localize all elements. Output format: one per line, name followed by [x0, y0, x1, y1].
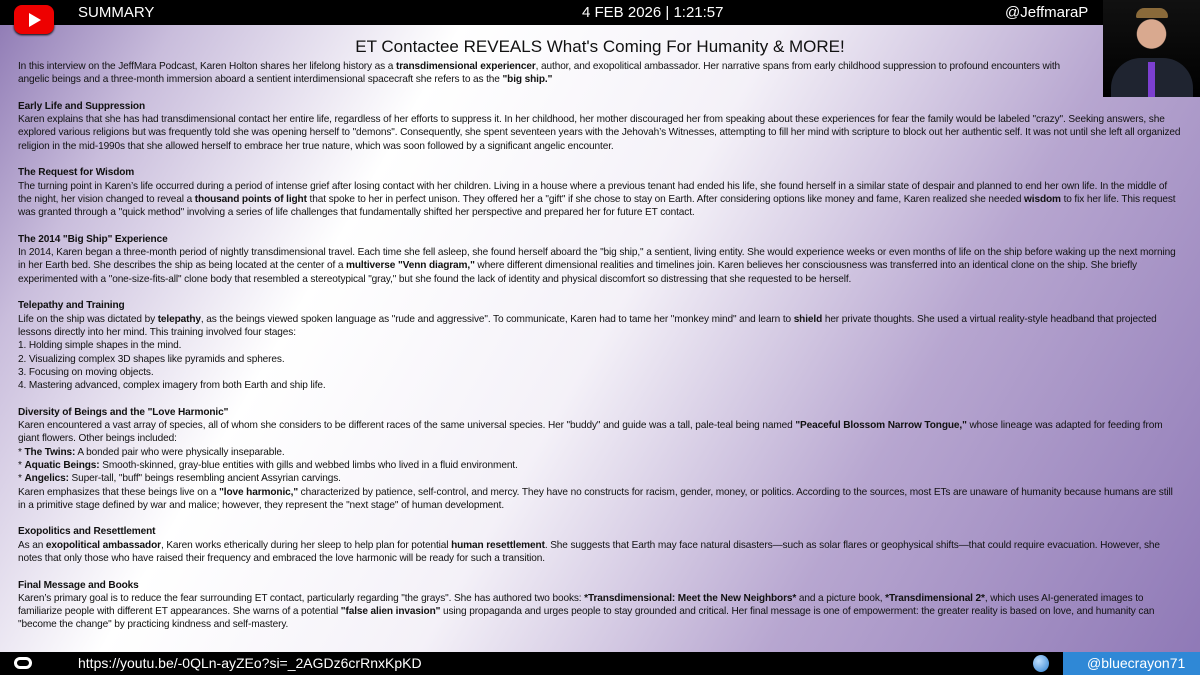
text-run: , author, and exopolitical ambassador. Her narrative spans from early childhood suppression to profound encounters with angelic beings and a three-month immersion aboard a sentient interdimensional spacecraft she refers to as the — [18, 61, 1061, 86]
text-run: , as the beings viewed spoken language as "rude and aggressive". To communicate, Karen had to tame her "monkey mind" and learn to — [200, 313, 794, 325]
bold-text: telepathy — [157, 313, 201, 325]
text-run: The turning point in Karen’s life occurred during a period of intense grief after losing contact with her children. Living in a house where a previous tenant had ended his life, she found herself in a similar state of despair and planned to end her own life. In the middle of the night, her vision changed to reveal a — [18, 180, 1168, 205]
text-run: . She suggests that Earth may face natural disasters—such as solar flares or geophysical shifts—that could require evacuation. However, she notes that only those who have raised their frequency and embraced the love harmonic will be ready for such a transition. — [18, 539, 1160, 564]
bold-text: "big ship." — [502, 74, 553, 86]
summary-section — [18, 166, 1183, 219]
text-run: and a picture book, — [796, 592, 886, 604]
bold-text: The Twins: — [24, 446, 76, 458]
text-run: where different dimensional realities and timelines join. Karen believes her consciousness was transferred into an identical clone on the ship. She briefly experimented with a "one-size-fits-all" clone body that resembled a stereotypical "gray," but she found the lack of identity and physical discomfort so distressing that she requested to be herself. — [18, 260, 1137, 285]
list-item — [18, 366, 1183, 379]
text-run: using propaganda and urges people to stay grounded and critical. Her final message is one of empowerment: the greater reality is based on love, and humanity can "become the change" by practicing kindness and self-mastery. — [18, 606, 1155, 631]
text-run: 3. Focusing on moving objects. — [18, 366, 154, 378]
section-heading: Early Life and Suppression — [18, 100, 146, 112]
summary-section — [18, 100, 1183, 153]
list-item — [18, 339, 1183, 352]
globe-icon — [1033, 655, 1049, 672]
text-run: * — [18, 473, 25, 485]
text-run: 4. Mastering advanced, complex imagery from both Earth and ship life. — [18, 380, 326, 392]
header-handle[interactable]: @JeffmaraP — [1005, 4, 1089, 21]
text-run: , Karen works etherically during her sleep to help plan for potential — [160, 539, 452, 551]
text-run: 1. Holding simple shapes in the mind. — [18, 340, 182, 352]
header-bar — [0, 0, 1200, 25]
list-item — [18, 446, 1183, 459]
bold-text: Aquatic Beings: — [24, 459, 100, 471]
text-run: her private thoughts. She used a virtual reality-style headband that projected lessons directly into her mind. This training involved four stages: — [18, 313, 1157, 338]
section-heading: The Request for Wisdom — [18, 167, 135, 179]
bold-text: thousand points of light — [194, 193, 307, 205]
text-run: that spoke to her in perfect unison. They offered her a "gift" if she chose to stay on Earth. After considering options like money and fame, Karen realized she needed — [306, 193, 1025, 205]
paragraph — [18, 486, 1183, 513]
text-run: , which uses AI-generated images to familiarize people with different ET appearances. She warns of a potential — [18, 592, 1144, 618]
text-run: Smooth-skinned, gray-blue entities with gills and webbed limbs who lived in a fluid environment. — [99, 459, 518, 471]
text-run: whose lineage was adapted for feeding from giant flowers. Other beings included: — [18, 420, 1163, 445]
section-heading: Diversity of Beings and the "Love Harmonic" — [18, 406, 229, 418]
summary-section — [18, 299, 1183, 392]
summary-section — [18, 525, 1183, 565]
footer-bar — [0, 652, 1200, 675]
host-photo — [1103, 0, 1200, 97]
bold-text: transdimensional experiencer — [395, 61, 536, 72]
text-run: Karen emphasizes that these beings live on a — [18, 486, 220, 498]
section-heading: Telepathy and Training — [18, 300, 125, 312]
summary-content — [18, 60, 1183, 645]
footer-handle[interactable]: @bluecrayon71 — [1063, 652, 1200, 675]
summary-section — [18, 233, 1183, 286]
section-heading: Exopolitics and Resettlement — [18, 526, 156, 538]
text-run: Super-tall, "buff" beings resembling ancient Assyrian carvings. — [68, 473, 341, 485]
text-run: Karen’s primary goal is to reduce the fear surrounding ET contact, particularly regarding "the grays". She has authored two books: — [18, 592, 585, 604]
bold-text: "false alien invasion" — [340, 606, 441, 618]
bold-text: multiverse "Venn diagram," — [346, 260, 475, 272]
video-url-link[interactable]: https://youtu.be/-0QLn-ayZEo?si=_2AGDz6crRnxKpKD — [78, 655, 422, 671]
text-run: Life on the ship was dictated by — [18, 313, 158, 325]
bold-text: "Peaceful Blossom Narrow Tongue," — [795, 420, 967, 432]
bold-text: "love harmonic," — [219, 486, 298, 498]
text-run: 2. Visualizing complex 3D shapes like pyramids and spheres. — [18, 353, 285, 365]
list-item — [18, 459, 1183, 472]
link-icon — [14, 657, 32, 669]
text-run: * — [18, 446, 25, 458]
list-item — [18, 472, 1183, 485]
text-run: A bonded pair who were physically inseparable. — [75, 446, 285, 458]
list-item — [18, 353, 1183, 366]
text-run: In 2014, Karen began a three-month period of nightly transdimensional travel. Each time she fell asleep, she found herself aboard the "big ship," a sentient, living entity. She would experience weeks or even months of life on the ship before waking up the next morning in her Earth bed. She describes the ship as being located at the center of a — [18, 247, 1176, 272]
text-run: Karen encountered a vast array of species, all of whom she considers to be different races of the same universal species. Her "buddy" and guide was a tall, pale-teal being named — [18, 420, 796, 432]
page-title: ET Contactee REVEALS What's Coming For Humanity & MORE! — [355, 37, 845, 56]
text-run: As an — [18, 539, 46, 551]
text-run: to fix her life. This request was granted through a "quick method" involving a series of life challenges that fundamentally shifted her perspective and prepared her for future ET contact. — [18, 193, 1176, 219]
bold-text: wisdom — [1024, 193, 1061, 205]
text-run: characterized by patience, self-control, and mercy. They have no constructs for racism, gender, money, or politics. According to the sources, most ETs are unaware of humanity because humans are still in a primitive stage defined by war and malice; however, they represent the "next stage" of human development. — [18, 486, 1173, 511]
text-run: Karen explains that she has had transdimensional contact her entire life, regardless of her efforts to suppress it. In her childhood, her mother discouraged her from speaking about these experiences for fear the family would be labeled "crazy". Seeking answers, she explored various religions but was frequently told she was opening herself to "demons". Consequently, she spent seventeen years with the Jehovah’s Witnesses, attempting to fill her mind with scripture to block out her authentic self. It was not until she left all organized religion in the mid-1990s that she allowed herself to embrace her true nature, which was soon followed by a significant angelic encounter. — [18, 114, 1181, 152]
summary-section — [18, 579, 1183, 632]
bold-text: human resettlement — [451, 539, 545, 551]
text-run: In this interview on the JeffMara Podcast, Karen Holton shares her lifelong history as a — [18, 61, 396, 72]
header-label: SUMMARY — [78, 4, 155, 21]
summary-section — [18, 406, 1183, 512]
section-heading: Final Message and Books — [18, 579, 139, 591]
header-datetime: 4 FEB 2026 | 1:21:57 — [582, 4, 724, 21]
section-heading: The 2014 "Big Ship" Experience — [18, 233, 168, 245]
text-run: * — [18, 459, 25, 471]
bold-text: shield — [793, 313, 823, 325]
list-item — [18, 379, 1183, 392]
youtube-logo-icon[interactable] — [14, 5, 54, 34]
bold-text: Angelics: — [24, 473, 69, 485]
bold-text: exopolitical ambassador — [45, 539, 161, 551]
summary-section — [18, 60, 1088, 87]
bold-text: *Transdimensional: Meet the New Neighbors* — [584, 592, 797, 604]
bold-text: *Transdimensional 2* — [885, 592, 985, 604]
